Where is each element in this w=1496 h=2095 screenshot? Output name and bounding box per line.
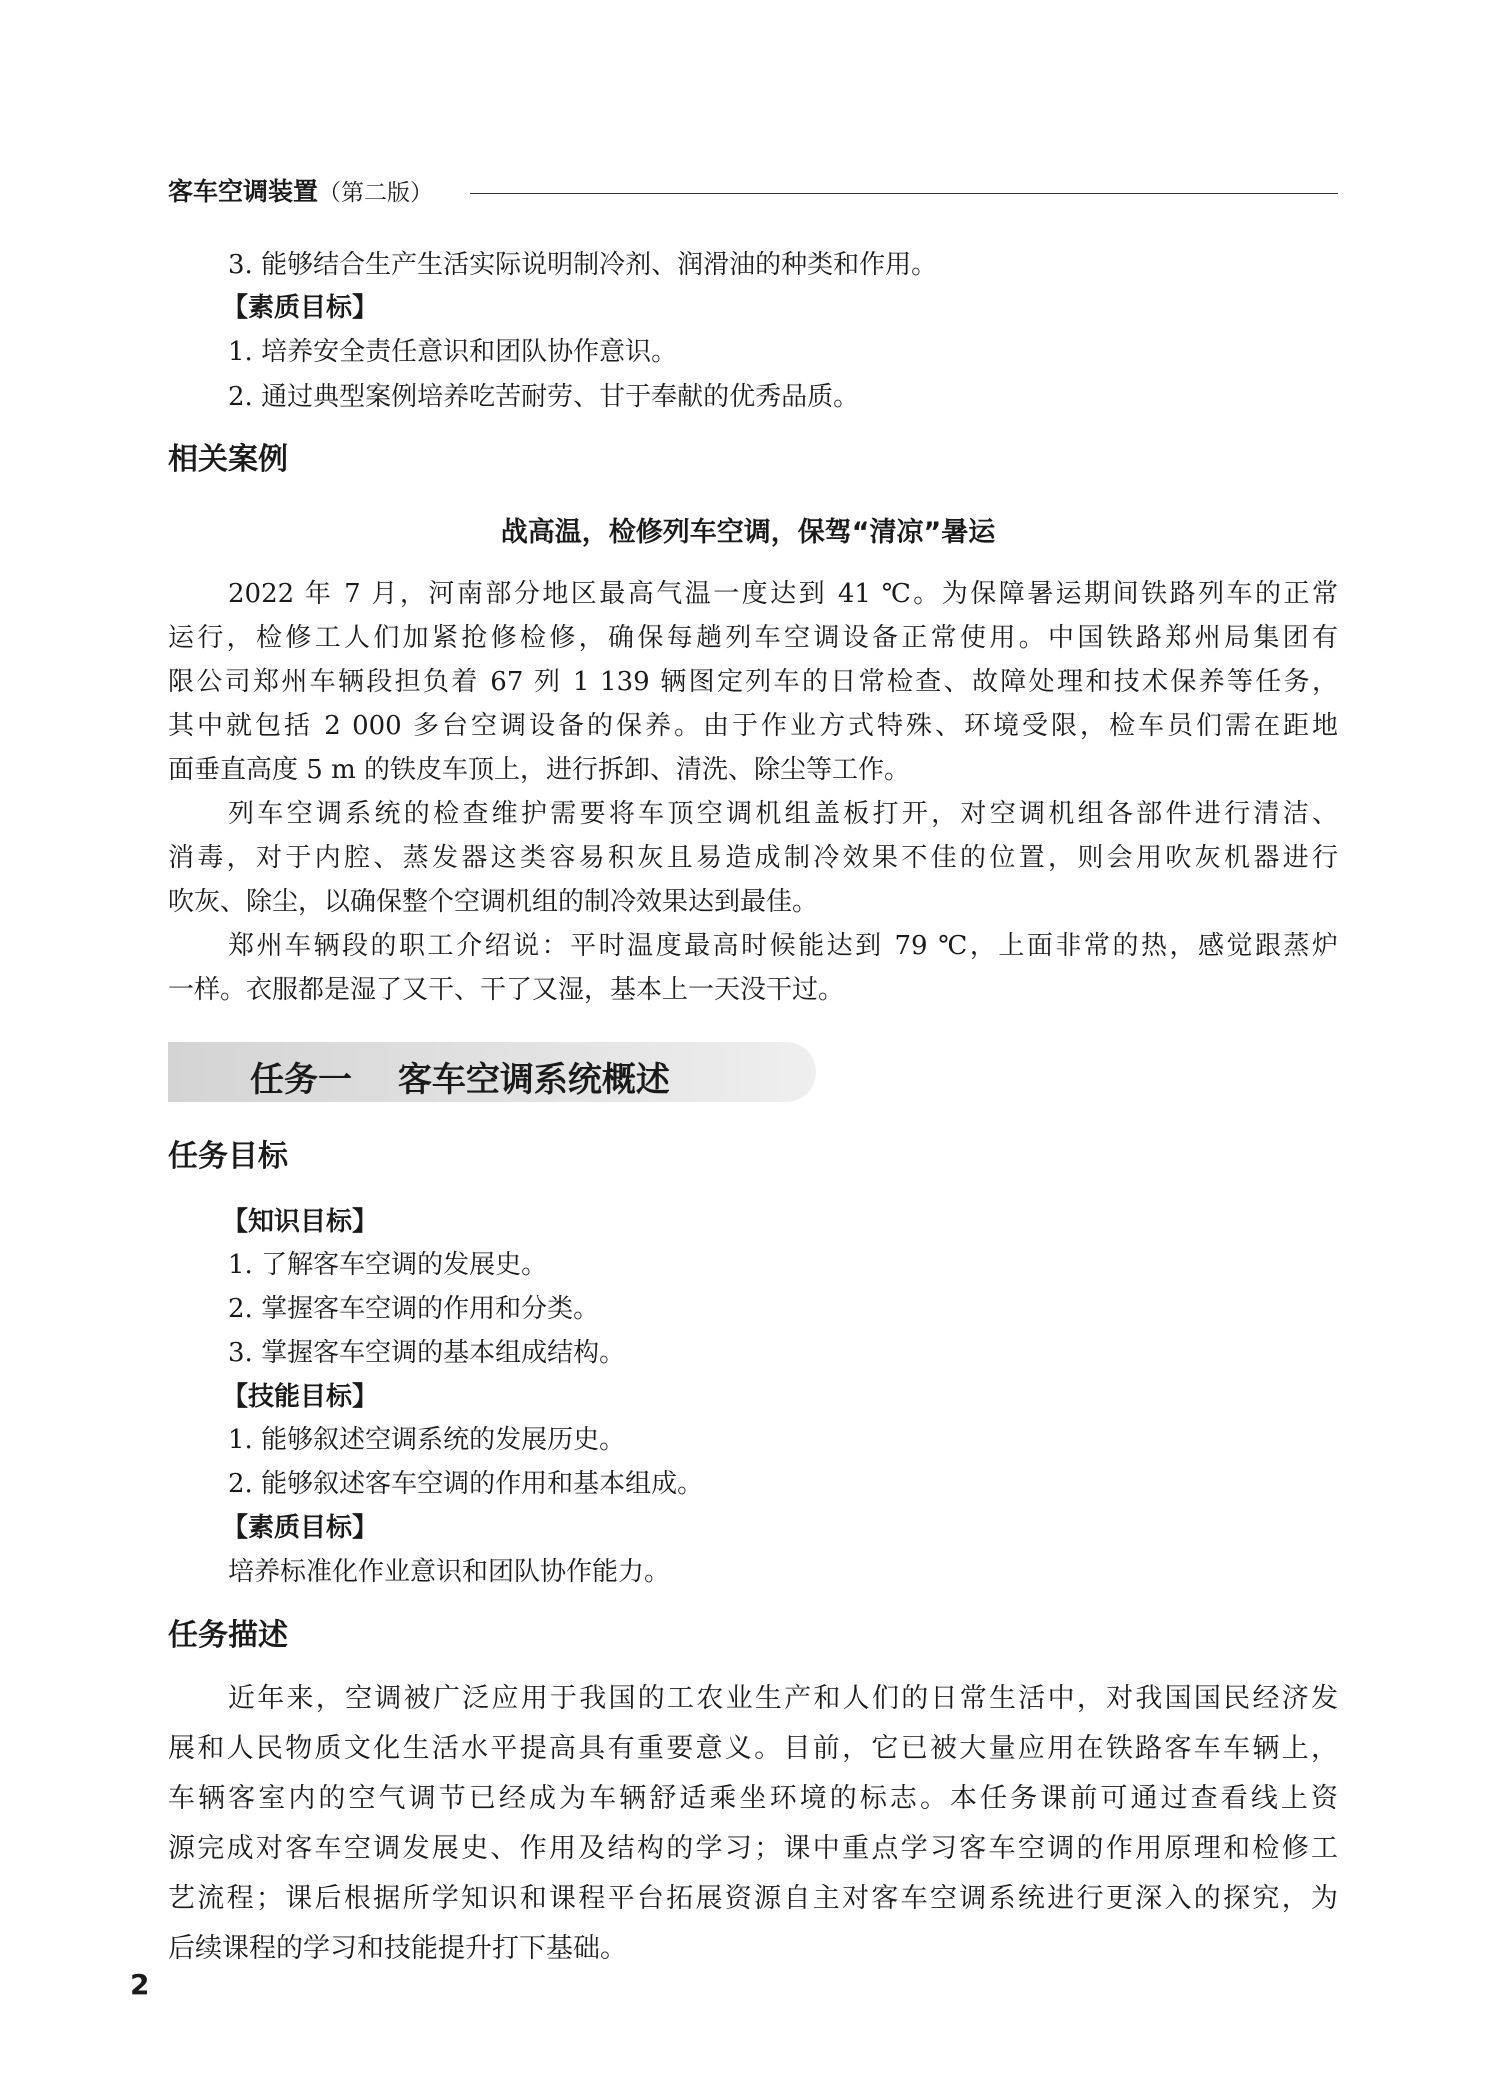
objective-item: 1. 培养安全责任意识和团队协作意识。	[228, 337, 678, 367]
paragraph-line: 一样。衣服都是湿了又干、干了又湿，基本上一天没干过。	[168, 975, 845, 1005]
paragraph-line: 列车空调系统的检查维护需要将车顶空调机组盖板打开，对空调机组各部件进行清洁、	[228, 799, 1338, 829]
objective-item: 2. 通过典型案例培养吃苦耐劳、甘于奉献的优秀品质。	[228, 382, 860, 412]
description-heading: 任务描述	[168, 1618, 288, 1653]
knowledge-item: 3. 掌握客车空调的基本组成结构。	[228, 1338, 626, 1368]
objectives-heading: 任务目标	[168, 1139, 288, 1174]
paragraph-line: 消毒，对于内腔、蒸发器这类容易积灰且易造成制冷效果不佳的位置，则会用吹灰机器进行	[168, 843, 1338, 873]
paragraph-line: 郑州车辆段的职工介绍说：平时温度最高时候能达到 79 ℃，上面非常的热，感觉跟蒸炉	[228, 931, 1338, 961]
task-banner	[168, 1042, 816, 1102]
skill-label: 【技能目标】	[222, 1382, 379, 1412]
case-heading: 相关案例	[168, 442, 288, 477]
running-header	[168, 172, 433, 208]
skill-item: 1. 能够叙述空调系统的发展历史。	[228, 1425, 626, 1455]
edition: （第二版）	[318, 180, 434, 206]
book-title: 客车空调装置	[168, 177, 319, 206]
paragraph-line: 后续课程的学习和技能提升打下基础。	[168, 1933, 627, 1964]
paragraph-line: 艺流程；课后根据所学知识和课程平台拓展资源自主对客车空调系统进行更深入的探究，为	[168, 1883, 1338, 1914]
paragraph-line: 面垂直高度 5 m 的铁皮车顶上，进行拆卸、清洗、除尘等工作。	[168, 755, 910, 785]
case-title: 战高温，检修列车空调，保驾“清凉”暑运	[500, 517, 996, 548]
quality-label: 【素质目标】	[222, 1513, 379, 1543]
paragraph-line: 源完成对客车空调发展史、作用及结构的学习；课中重点学习客车空调的作用原理和检修工	[168, 1833, 1338, 1864]
paragraph-line: 其中就包括 2 000 多台空调设备的保养。由于作业方式特殊、环境受限，检车员们需在距地	[168, 711, 1338, 741]
paragraph-line: 运行，检修工人们加紧抢修检修，确保每趟列车空调设备正常使用。中国铁路郑州局集团有	[168, 623, 1338, 653]
paragraph-line: 近年来，空调被广泛应用于我国的工农业生产和人们的日常生活中，对我国国民经济发	[228, 1683, 1338, 1714]
objective-item: 3. 能够结合生产生活实际说明制冷剂、润滑油的种类和作用。	[228, 250, 938, 280]
header-rule	[470, 193, 1338, 194]
knowledge-item: 1. 了解客车空调的发展史。	[228, 1250, 548, 1280]
page-number: 2	[130, 1968, 150, 2001]
knowledge-label: 【知识目标】	[222, 1207, 379, 1237]
paragraph-line: 车辆客室内的空气调节已经成为车辆舒适乘坐环境的标志。本任务课前可通过查看线上资	[168, 1783, 1338, 1814]
quality-label: 【素质目标】	[222, 293, 379, 323]
paragraph-line: 吹灰、除尘，以确保整个空调机组的制冷效果达到最佳。	[168, 887, 819, 917]
skill-item: 2. 能够叙述客车空调的作用和基本组成。	[228, 1469, 704, 1499]
quality-text: 培养标准化作业意识和团队协作能力。	[228, 1557, 671, 1587]
knowledge-item: 2. 掌握客车空调的作用和分类。	[228, 1294, 600, 1324]
paragraph-line: 限公司郑州车辆段担负着 67 列 1 139 辆图定列车的日常检查、故障处理和技术保养等任务，	[168, 667, 1338, 697]
paragraph-line: 展和人民物质文化生活水平提高具有重要意义。目前，它已被大量应用在铁路客车车辆上，	[168, 1733, 1338, 1764]
task-title: 任务一 客车空调系统概述	[250, 1060, 670, 1100]
paragraph-line: 2022 年 7 月，河南部分地区最高气温一度达到 41 ℃。为保障暑运期间铁路列车的正常	[228, 579, 1338, 609]
